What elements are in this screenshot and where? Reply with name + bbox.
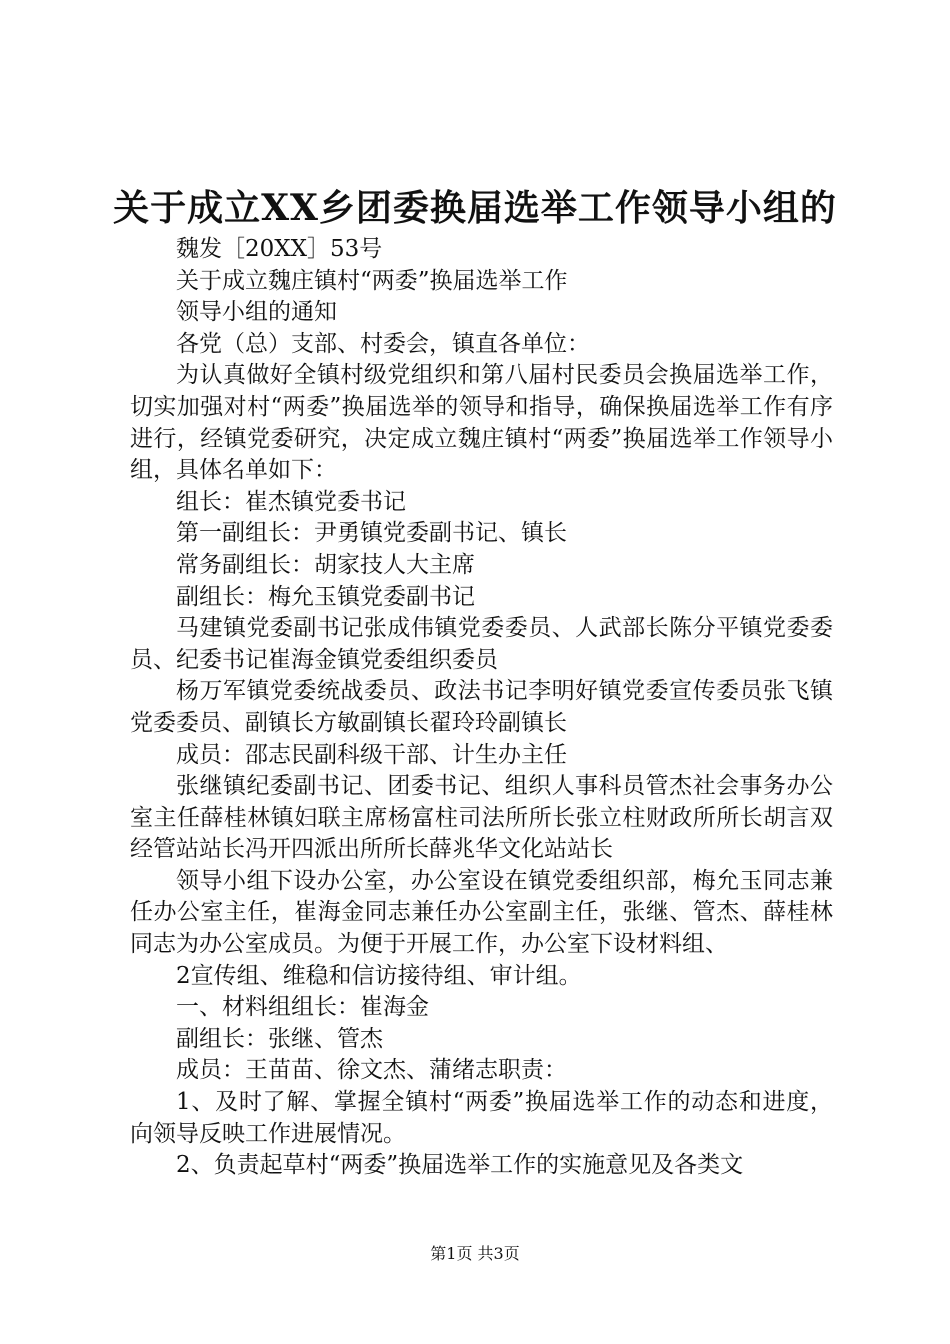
duty-item-2: 2、负责起草村“两委”换届选举工作的实施意见及各类文 xyxy=(176,1152,744,1179)
members-line: 成员：邵志民副科级干部、计生办主任 xyxy=(176,741,567,768)
page-footer: 第1页 共3页 xyxy=(430,1244,520,1263)
executive-deputy-line: 常务副组长：胡家技人大主席 xyxy=(176,551,475,578)
doc-number: 魏发［20XX］53号 xyxy=(176,236,383,262)
notice-title-line-1: 关于成立魏庄镇村“两委”换届选举工作 xyxy=(176,267,568,294)
office-paragraph: 领导小组下设办公室，办公室设在镇党委组织部，梅允玉同志兼任办公室主任，崔海金同志兼任办公室副主任，张继、管杰、薛桂林同志为办公室成员。为便于开展工作，办公室下设材料组、 xyxy=(130,867,833,958)
deputy-list-1: 马建镇党委副书记张成伟镇党委委员、人武部长陈分平镇党委委员、纪委书记崔海金镇党委组织委员 xyxy=(130,615,833,673)
intro-paragraph: 为认真做好全镇村级党组织和第八届村民委员会换届选举工作，切实加强对村“两委”换届选举的领导和指导，确保换届选举工作有序进行，经镇党委研究，决定成立魏庄镇村“两委”换届选举工作领导小组，具体名单如下： xyxy=(130,362,833,484)
notice-title-line-2: 领导小组的通知 xyxy=(176,299,337,326)
leader-line: 组长：崔杰镇党委书记 xyxy=(176,488,406,515)
office-groups-line: 2宣传组、维稳和信访接待组、审计组。 xyxy=(176,962,582,989)
first-deputy-line: 第一副组长：尹勇镇党委副书记、镇长 xyxy=(176,520,567,547)
deputy-list-2: 杨万军镇党委统战委员、政法书记李明好镇党委宣传委员张飞镇党委委员、副镇长方敏副镇长翟玲玲副镇长 xyxy=(130,678,833,736)
materials-group-deputy: 副组长：张继、管杰 xyxy=(176,1025,383,1052)
document-title: 关于成立XX乡团委换届选举工作领导小组的 xyxy=(113,187,837,229)
members-list: 张继镇纪委副书记、团委书记、组织人事科员管杰社会事务办公室主任薛桂林镇妇联主席杨富柱司法所所长张立柱财政所所长胡言双经管站站长冯开四派出所所长薛兆华文化站站长 xyxy=(130,773,833,863)
materials-group-members: 成员：王苗苗、徐文杰、蒲绪志职责： xyxy=(176,1057,567,1084)
document-body xyxy=(130,234,833,1182)
materials-group-leader: 一、材料组组长：崔海金 xyxy=(176,994,429,1021)
deputy-line: 副组长：梅允玉镇党委副书记 xyxy=(176,583,475,610)
duty-item-1: 1、及时了解、掌握全镇村“两委”换届选举工作的动态和进度，向领导反映工作进展情况。 xyxy=(130,1089,833,1147)
addressee: 各党（总）支部、村委会，镇直各单位： xyxy=(176,330,590,357)
